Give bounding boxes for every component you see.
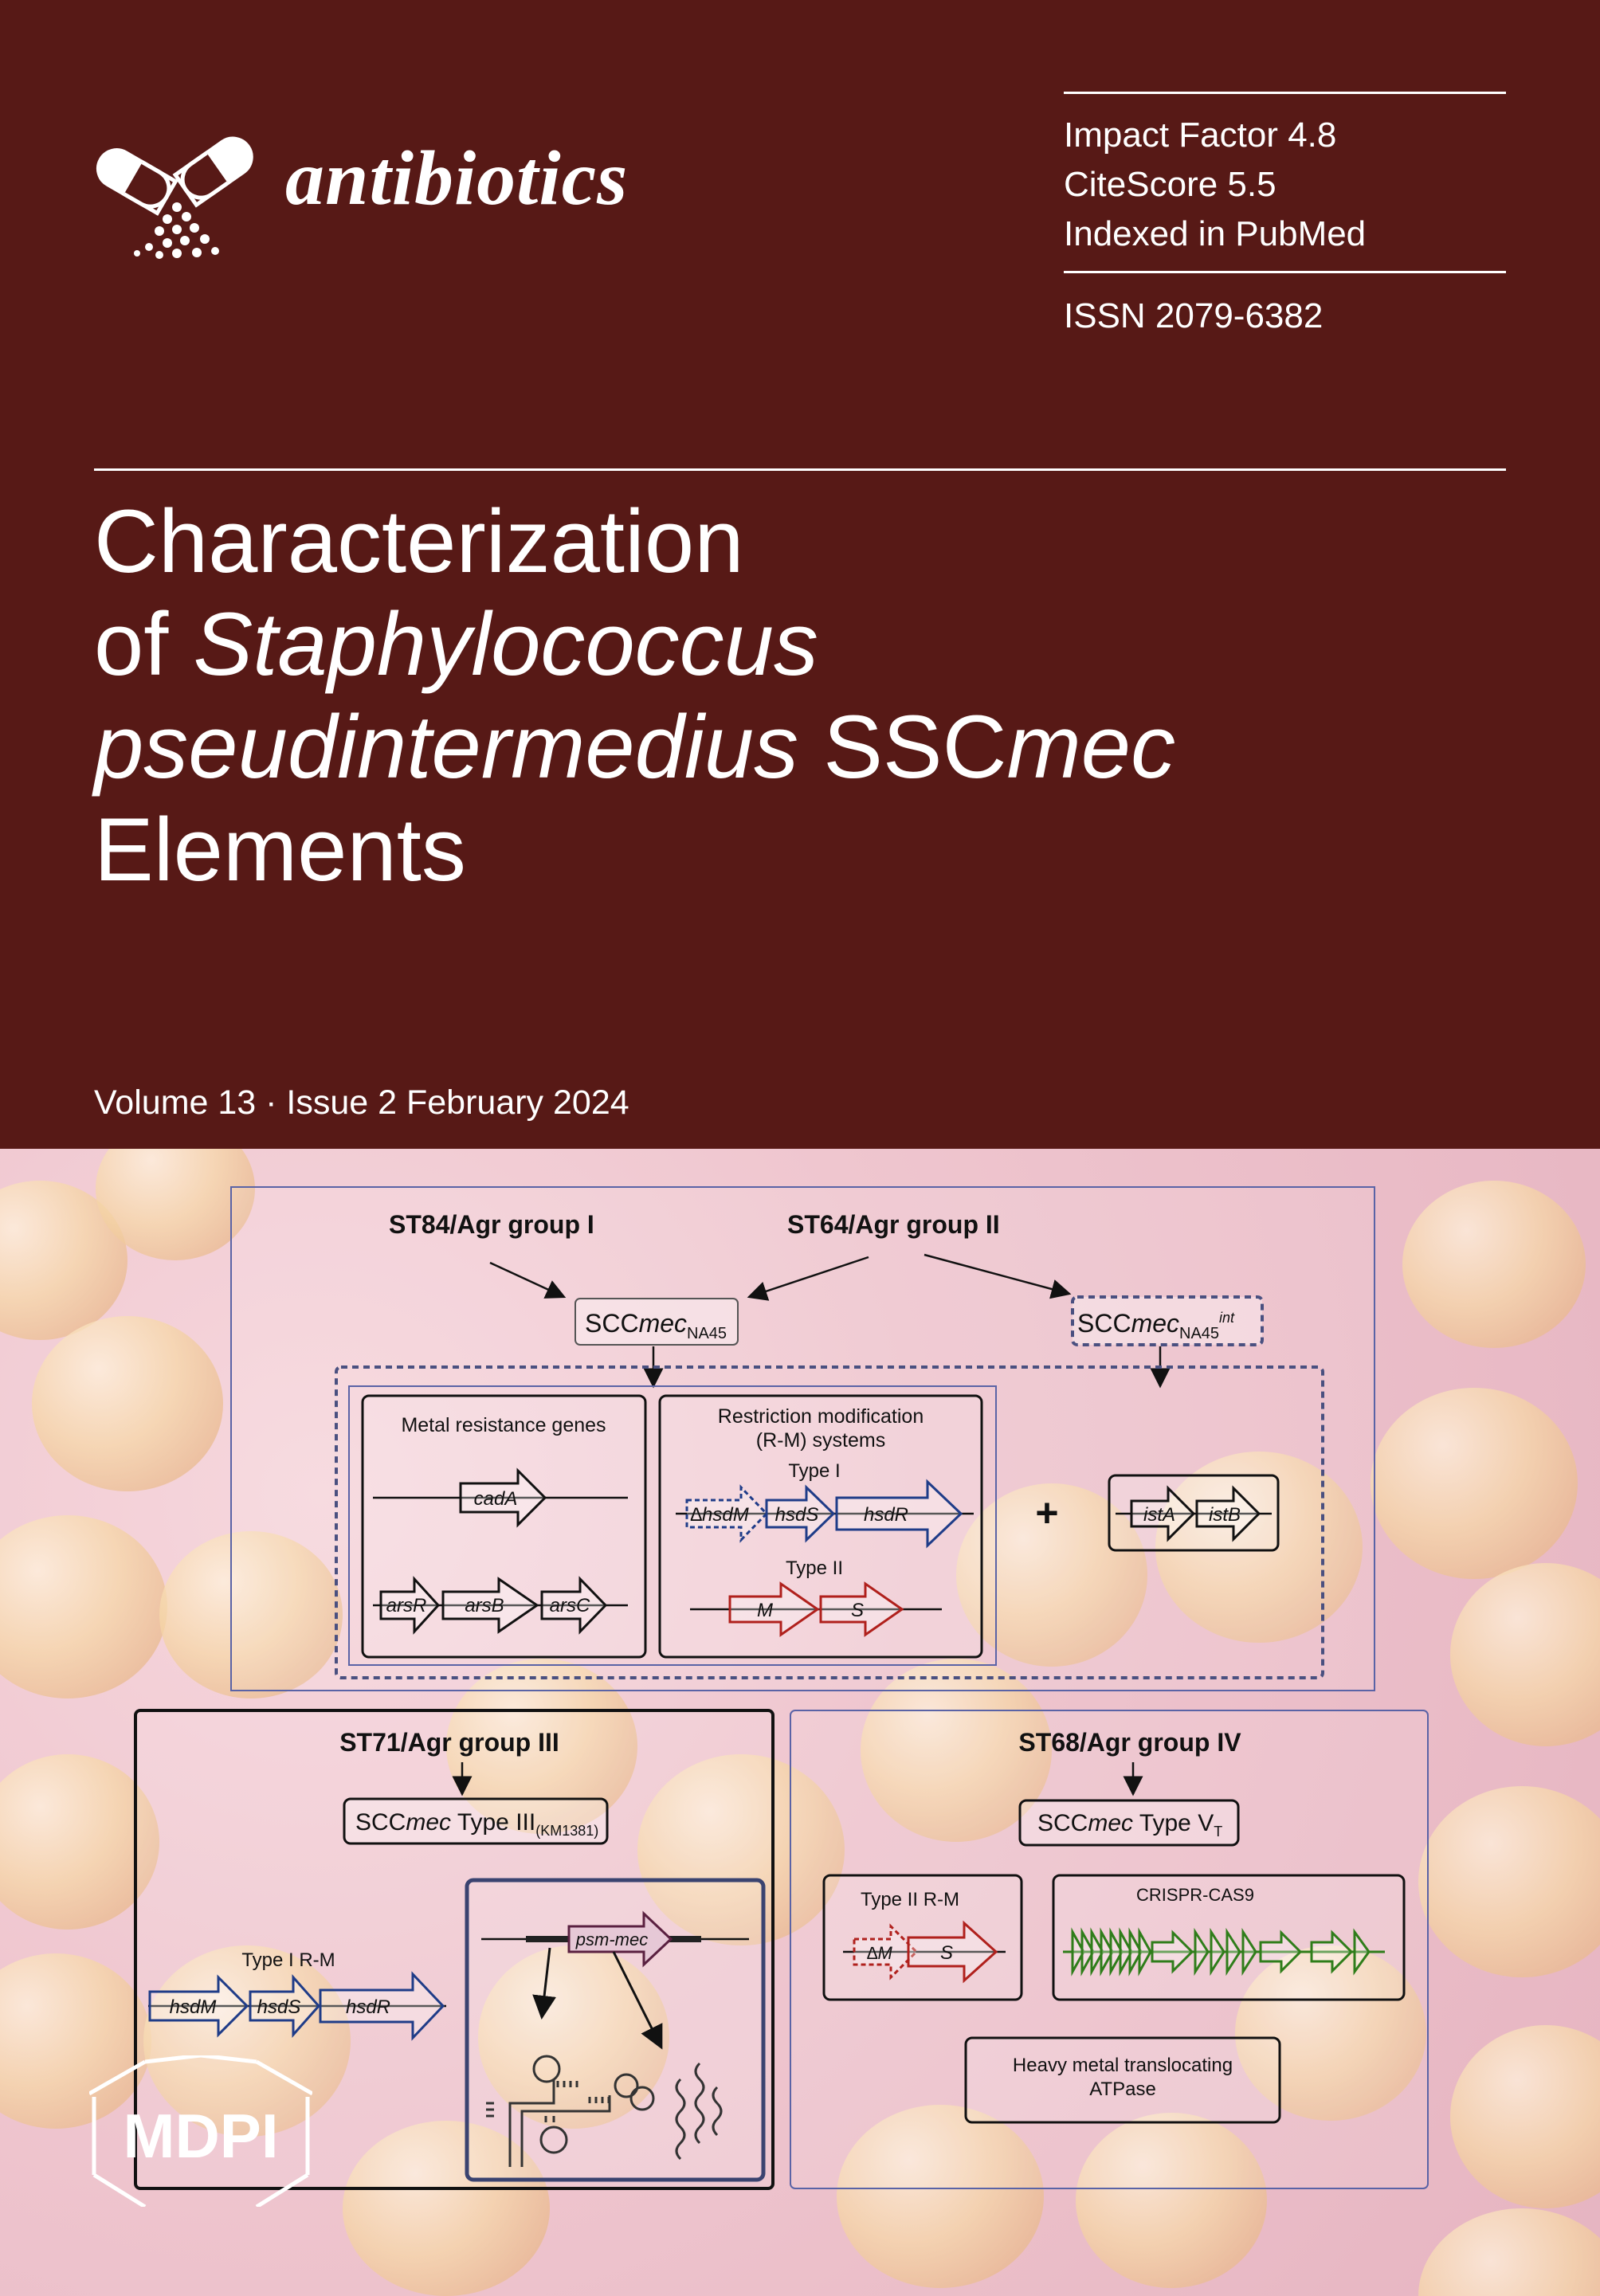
gene-dhsdM: ∆hsdM	[690, 1504, 749, 1526]
sccmec-na45-int-label: SCCmec$_{NA45}^{int}$	[1077, 1309, 1235, 1342]
gene-hsdS-2: hsdS	[257, 1996, 301, 2018]
title-line: pseudintermedius SSCmec	[94, 697, 1176, 797]
gene-cadA: cadA	[473, 1488, 518, 1510]
st68-label: ST68/Agr group IV	[1018, 1728, 1241, 1757]
gene-arsC: arsC	[549, 1595, 590, 1616]
gene-hsdR: hsdR	[863, 1504, 909, 1526]
impact-factor: Impact Factor 4.8	[1064, 116, 1337, 155]
mdpi-logo-icon	[89, 2055, 312, 2207]
title-line: Elements	[94, 800, 466, 899]
rm-title-1: Restriction modification	[717, 1405, 924, 1428]
scc-type3-label: SCCmec Type $III_{(KM1381)}$	[355, 1809, 599, 1839]
gene-istB: istB	[1208, 1504, 1241, 1526]
crispr-label: CRISPR-CAS9	[1136, 1885, 1254, 1905]
indexed-in: Indexed in PubMed	[1064, 214, 1367, 253]
heavy-metal-line1: Heavy metal translocating	[1012, 2055, 1233, 2076]
gene-hsdR-2: hsdR	[345, 1996, 391, 2018]
type1-rm-label: Type I R-M	[241, 1949, 335, 1971]
gene-istA: istA	[1143, 1504, 1176, 1526]
gene-hsdS: hsdS	[775, 1504, 819, 1526]
st71-label: ST71/Agr group III	[339, 1728, 559, 1757]
journal-name: antibiotics	[285, 135, 629, 221]
gene-dM: ∆M	[867, 1943, 892, 1963]
gene-arsB: arsB	[465, 1595, 504, 1616]
gene-hsdM: hsdM	[169, 1996, 217, 2018]
psm-mec-box	[467, 1880, 763, 2180]
title-line: Characterization	[94, 492, 744, 591]
gene-M: M	[757, 1600, 773, 1621]
st84-label: ST84/Agr group I	[389, 1210, 594, 1239]
gene-arsR: arsR	[386, 1595, 427, 1616]
gene-S-2: S	[939, 1942, 954, 1964]
scc-type5-label: SCCmec Type $V_T$	[1037, 1810, 1223, 1840]
rm-title-2: (R-M) systems	[755, 1429, 886, 1452]
plus-sign: +	[1035, 1491, 1059, 1535]
type2-label: Type II	[785, 1557, 844, 1579]
issn: ISSN 2079-6382	[1064, 296, 1324, 335]
st64-label: ST64/Agr group II	[787, 1210, 1000, 1239]
title-line: of Staphylococcus	[94, 594, 818, 694]
metal-title: Metal resistance genes	[401, 1414, 606, 1436]
sccmec-na45-label: SCCmec$_{NA45}$	[585, 1309, 727, 1342]
mdpi-wordmark: MDPI	[123, 2101, 279, 2171]
type1-label: Type I	[788, 1460, 841, 1482]
gene-S: S	[850, 1600, 865, 1621]
issue-info: Volume 13 · Issue 2 February 2024	[94, 1083, 629, 1122]
type2-rm-label: Type II R-M	[860, 1889, 960, 1910]
gene-psm-mec: psm-mec	[575, 1930, 649, 1949]
heavy-metal-line2: ATPase	[1089, 2079, 1156, 2100]
citescore: CiteScore 5.5	[1064, 165, 1276, 204]
